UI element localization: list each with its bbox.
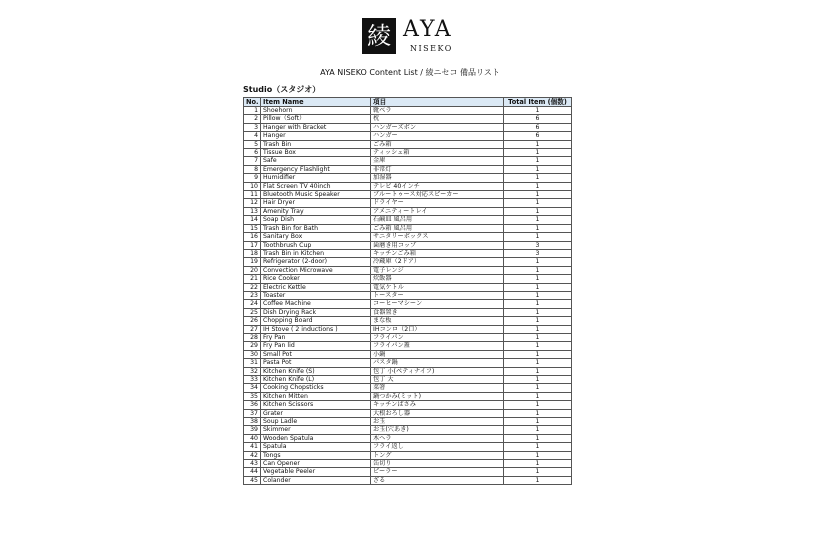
cell-item-name: Grater [261,409,371,417]
cell-item-jp: 包丁 小(ペティナイフ) [371,367,504,375]
cell-no: 31 [244,359,261,367]
table-row [244,468,572,476]
cell-total: 1 [504,451,572,459]
cell-item-name: Emergency Flashlight [261,165,371,173]
cell-item-name: Chopping Board [261,317,371,325]
logo-name: AYA [403,17,453,42]
cell-item-jp: まな板 [371,317,504,325]
cell-item-name: Electric Kettle [261,283,371,291]
cell-item-name: Trash Bin for Bath [261,224,371,232]
cell-total: 1 [504,275,572,283]
table-row [244,392,572,400]
cell-no: 9 [244,174,261,182]
cell-no: 23 [244,291,261,299]
cell-no: 6 [244,149,261,157]
logo-mark: 綾 [362,18,396,54]
cell-item-jp: サニタリーボックス [371,233,504,241]
table-body [244,107,572,485]
cell-item-jp: トング [371,451,504,459]
table-row [244,342,572,350]
cell-item-name: Hair Dryer [261,199,371,207]
cell-no: 7 [244,157,261,165]
table-row [244,283,572,291]
header-item-name: Item Name [261,98,371,107]
cell-item-name: Tongs [261,451,371,459]
cell-no: 24 [244,300,261,308]
cell-item-jp: フライパン蓋 [371,342,504,350]
cell-total: 1 [504,283,572,291]
cell-item-jp: 木ヘラ [371,434,504,442]
cell-item-jp: ごみ箱 [371,140,504,148]
cell-total: 1 [504,342,572,350]
cell-item-jp: お玉(穴あき) [371,426,504,434]
cell-total: 1 [504,191,572,199]
cell-no: 42 [244,451,261,459]
cell-no: 16 [244,233,261,241]
cell-item-name: Small Pot [261,350,371,358]
cell-no: 43 [244,460,261,468]
cell-item-jp: キッチンごみ箱 [371,249,504,257]
cell-total: 1 [504,325,572,333]
cell-no: 26 [244,317,261,325]
cell-no: 11 [244,191,261,199]
table-row [244,333,572,341]
cell-item-jp: キッチンばさみ [371,401,504,409]
cell-no: 33 [244,376,261,384]
cell-item-jp: 包丁 大 [371,376,504,384]
table-row [244,115,572,123]
cell-item-jp: ごみ箱 風呂用 [371,224,504,232]
cell-item-name: Sanitary Box [261,233,371,241]
cell-total: 1 [504,418,572,426]
table-row [244,182,572,190]
cell-total: 1 [504,165,572,173]
cell-item-jp: 菜箸 [371,384,504,392]
cell-total: 1 [504,401,572,409]
cell-total: 1 [504,359,572,367]
cell-no: 30 [244,350,261,358]
header-total: Total Item (個数) [504,98,572,107]
cell-item-jp: 枕 [371,115,504,123]
cell-item-name: Skimmer [261,426,371,434]
cell-no: 32 [244,367,261,375]
cell-item-name: Can Opener [261,460,371,468]
cell-item-jp: 鍋つかみ(ミット) [371,392,504,400]
cell-no: 27 [244,325,261,333]
cell-item-jp: 電子レンジ [371,266,504,274]
cell-item-name: Pillow（Soft） [261,115,371,123]
cell-item-name: Soap Dish [261,216,371,224]
cell-total: 1 [504,392,572,400]
cell-total: 1 [504,107,572,115]
cell-total: 3 [504,249,572,257]
document-title: AYA NISEKO Content List / 綾ニセコ 備品リスト [320,68,500,77]
cell-total: 1 [504,216,572,224]
cell-item-name: Rice Cooker [261,275,371,283]
cell-total: 1 [504,174,572,182]
table-header-row [244,98,572,107]
cell-item-jp: 大根おろし器 [371,409,504,417]
cell-item-jp: ブルートゥース対応スピーカー [371,191,504,199]
cell-item-name: Flat Screen TV 40inch [261,182,371,190]
table-row [244,149,572,157]
cell-total: 1 [504,308,572,316]
cell-item-jp: ティッシュ箱 [371,149,504,157]
cell-item-jp: ざる [371,476,504,484]
cell-no: 35 [244,392,261,400]
cell-total: 1 [504,182,572,190]
cell-item-name: Shoehorn [261,107,371,115]
cell-total: 1 [504,266,572,274]
cell-item-jp: フライパン [371,333,504,341]
cell-item-jp: ドライヤー [371,199,504,207]
table-row [244,258,572,266]
cell-no: 39 [244,426,261,434]
table-row [244,317,572,325]
table-row [244,216,572,224]
cell-item-name: Humidifier [261,174,371,182]
cell-item-name: Bluetooth Music Speaker [261,191,371,199]
cell-no: 14 [244,216,261,224]
cell-total: 1 [504,434,572,442]
table-row [244,199,572,207]
cell-item-name: Convection Microwave [261,266,371,274]
cell-no: 37 [244,409,261,417]
cell-total: 1 [504,350,572,358]
cell-total: 6 [504,123,572,131]
table-row [244,207,572,215]
cell-total: 1 [504,207,572,215]
cell-no: 4 [244,132,261,140]
cell-no: 19 [244,258,261,266]
table-row [244,140,572,148]
cell-item-name: Kitchen Knife (S) [261,367,371,375]
cell-total: 1 [504,224,572,232]
table-row [244,157,572,165]
table-row [244,165,572,173]
cell-no: 34 [244,384,261,392]
cell-total: 1 [504,157,572,165]
cell-total: 1 [504,409,572,417]
cell-total: 1 [504,300,572,308]
cell-no: 8 [244,165,261,173]
table-row [244,224,572,232]
cell-item-jp: 小鍋 [371,350,504,358]
table-row [244,443,572,451]
content-table [243,97,572,485]
table-row [244,359,572,367]
cell-item-name: Wooden Spatula [261,434,371,442]
cell-item-name: Trash Bin [261,140,371,148]
cell-item-jp: 加湿器 [371,174,504,182]
cell-item-jp: ピーラー [371,468,504,476]
cell-item-name: Toothbrush Cup [261,241,371,249]
cell-total: 1 [504,367,572,375]
table-row [244,367,572,375]
cell-total: 6 [504,115,572,123]
cell-total: 1 [504,384,572,392]
table-row [244,418,572,426]
table-row [244,325,572,333]
cell-item-name: IH Stove ( 2 inductions ) [261,325,371,333]
cell-item-name: Toaster [261,291,371,299]
table-row [244,191,572,199]
cell-item-jp: 石鹸皿 風呂用 [371,216,504,224]
cell-no: 10 [244,182,261,190]
table-row [244,241,572,249]
cell-total: 1 [504,476,572,484]
section-title: Studio（スタジオ） [243,85,321,94]
table-row [244,460,572,468]
table-row [244,132,572,140]
cell-item-jp: IHコンロ（2口） [371,325,504,333]
cell-item-jp: 缶切り [371,460,504,468]
cell-no: 22 [244,283,261,291]
cell-no: 17 [244,241,261,249]
table-row [244,123,572,131]
cell-item-jp: フライ返し [371,443,504,451]
cell-item-jp: 食器置き [371,308,504,316]
cell-item-name: Colander [261,476,371,484]
cell-item-name: Safe [261,157,371,165]
cell-item-jp: 金庫 [371,157,504,165]
cell-no: 15 [244,224,261,232]
cell-item-name: Soup Ladle [261,418,371,426]
cell-item-name: Cooking Chopsticks [261,384,371,392]
cell-total: 1 [504,468,572,476]
cell-total: 1 [504,291,572,299]
cell-item-name: Refrigerator (2-door) [261,258,371,266]
cell-item-name: Kitchen Scissors [261,401,371,409]
cell-item-name: Hanger [261,132,371,140]
cell-no: 12 [244,199,261,207]
cell-no: 38 [244,418,261,426]
cell-item-jp: 冷蔵庫（2ドア） [371,258,504,266]
cell-no: 1 [244,107,261,115]
cell-no: 40 [244,434,261,442]
cell-item-jp: 靴ベラ [371,107,504,115]
cell-no: 28 [244,333,261,341]
cell-no: 44 [244,468,261,476]
table-row [244,291,572,299]
cell-item-name: Kitchen Mitten [261,392,371,400]
cell-no: 45 [244,476,261,484]
cell-total: 3 [504,241,572,249]
cell-item-jp: 非常灯 [371,165,504,173]
cell-no: 20 [244,266,261,274]
table-row [244,434,572,442]
cell-total: 1 [504,443,572,451]
table-row [244,476,572,484]
table-row [244,401,572,409]
cell-no: 36 [244,401,261,409]
cell-no: 2 [244,115,261,123]
cell-total: 1 [504,199,572,207]
cell-item-jp: ハンガーズボン [371,123,504,131]
table-row [244,384,572,392]
table-row [244,233,572,241]
cell-total: 1 [504,140,572,148]
cell-item-jp: お玉 [371,418,504,426]
table-row [244,308,572,316]
cell-item-name: Dish Drying Rack [261,308,371,316]
table-row [244,426,572,434]
cell-item-name: Spatula [261,443,371,451]
cell-item-jp: ハンガー [371,132,504,140]
cell-item-name: Fry Pan lid [261,342,371,350]
table-row [244,376,572,384]
table-row [244,451,572,459]
cell-no: 3 [244,123,261,131]
cell-item-name: Coffee Machine [261,300,371,308]
header-no: No. [244,98,261,107]
cell-total: 1 [504,233,572,241]
cell-item-jp: 電気ケトル [371,283,504,291]
table-row [244,266,572,274]
cell-item-jp: テレビ 40インチ [371,182,504,190]
cell-total: 1 [504,376,572,384]
cell-no: 13 [244,207,261,215]
cell-item-name: Fry Pan [261,333,371,341]
cell-no: 21 [244,275,261,283]
cell-item-name: Tissue Box [261,149,371,157]
cell-total: 6 [504,132,572,140]
cell-total: 1 [504,317,572,325]
cell-no: 18 [244,249,261,257]
table-row [244,275,572,283]
header-item-jp: 項目 [371,98,504,107]
cell-no: 29 [244,342,261,350]
cell-total: 1 [504,258,572,266]
cell-total: 1 [504,426,572,434]
cell-no: 41 [244,443,261,451]
logo-subtitle: NISEKO [410,44,453,53]
cell-item-name: Amenity Tray [261,207,371,215]
cell-item-jp: コーヒーマシーン [371,300,504,308]
cell-no: 5 [244,140,261,148]
cell-total: 1 [504,333,572,341]
table-row [244,174,572,182]
logo [362,18,462,54]
cell-item-jp: パスタ鍋 [371,359,504,367]
cell-item-name: Kitchen Knife (L) [261,376,371,384]
cell-item-name: Trash Bin in Kitchen [261,249,371,257]
cell-item-name: Hanger with Bracket [261,123,371,131]
table-row [244,350,572,358]
cell-total: 1 [504,460,572,468]
table-row [244,107,572,115]
cell-item-jp: トースター [371,291,504,299]
table-row [244,249,572,257]
cell-no: 25 [244,308,261,316]
table-row [244,300,572,308]
cell-item-name: Vegetable Peeler [261,468,371,476]
cell-total: 1 [504,149,572,157]
cell-item-jp: 歯磨き用コップ [371,241,504,249]
table-row [244,409,572,417]
cell-item-jp: アメニティートレイ [371,207,504,215]
cell-item-name: Pasta Pot [261,359,371,367]
cell-item-jp: 炊飯器 [371,275,504,283]
